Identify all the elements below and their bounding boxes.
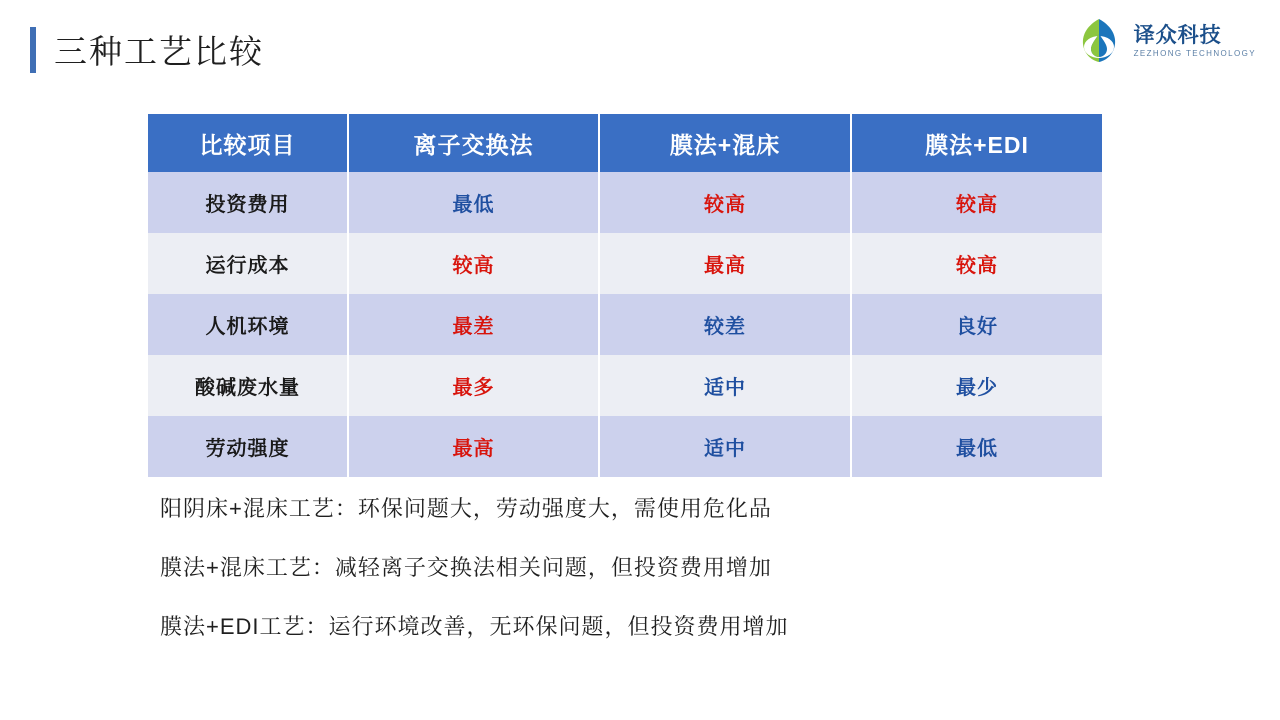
page-title-text: 三种工艺比较 bbox=[54, 33, 264, 70]
table-row bbox=[148, 355, 1102, 416]
table-header bbox=[148, 114, 1102, 172]
row-label: 运行成本 bbox=[148, 233, 348, 294]
column-header-membrane-mixedbed: 膜法+混床 bbox=[599, 114, 851, 172]
table-row bbox=[148, 416, 1102, 477]
page-title bbox=[30, 26, 264, 73]
table-header-row bbox=[148, 114, 1102, 172]
cell-value: 最差 bbox=[348, 294, 599, 355]
table-body bbox=[148, 172, 1102, 477]
summary-notes bbox=[160, 492, 1160, 669]
brand-text bbox=[1134, 24, 1256, 58]
table-row bbox=[148, 233, 1102, 294]
column-header-membrane-edi: 膜法+EDI bbox=[851, 114, 1102, 172]
row-label: 投资费用 bbox=[148, 172, 348, 233]
cell-value: 最少 bbox=[851, 355, 1102, 416]
row-label: 人机环境 bbox=[148, 294, 348, 355]
cell-value: 较高 bbox=[599, 172, 851, 233]
brand-name-cn: 译众科技 bbox=[1133, 23, 1222, 47]
comparison-table bbox=[148, 114, 1102, 477]
cell-value: 最高 bbox=[348, 416, 599, 477]
cell-value: 良好 bbox=[851, 294, 1102, 355]
cell-value: 最低 bbox=[851, 416, 1102, 477]
leaf-droplet-logo-icon bbox=[1072, 14, 1126, 68]
note-line: 膜法+EDI工艺：运行环境改善，无环保问题，但投资费用增加 bbox=[160, 614, 789, 639]
row-label: 酸碱废水量 bbox=[148, 355, 348, 416]
table-row bbox=[148, 172, 1102, 233]
column-header-item: 比较项目 bbox=[148, 114, 348, 172]
note-line: 阳阴床+混床工艺：环保问题大，劳动强度大，需使用危化品 bbox=[160, 496, 772, 521]
cell-value: 较高 bbox=[348, 233, 599, 294]
title-accent-bar bbox=[30, 27, 36, 73]
column-header-ion-exchange: 离子交换法 bbox=[348, 114, 599, 172]
table-row bbox=[148, 294, 1102, 355]
row-label: 劳动强度 bbox=[148, 416, 348, 477]
cell-value: 适中 bbox=[599, 355, 851, 416]
brand-name-en: ZEZHONG TECHNOLOGY bbox=[1133, 49, 1256, 59]
brand-logo bbox=[1072, 14, 1256, 68]
cell-value: 较高 bbox=[851, 172, 1102, 233]
cell-value: 适中 bbox=[599, 416, 851, 477]
cell-value: 较高 bbox=[851, 233, 1102, 294]
cell-value: 较差 bbox=[599, 294, 851, 355]
cell-value: 最多 bbox=[348, 355, 599, 416]
note-line: 膜法+混床工艺：减轻离子交换法相关问题，但投资费用增加 bbox=[160, 555, 772, 580]
cell-value: 最高 bbox=[599, 233, 851, 294]
cell-value: 最低 bbox=[348, 172, 599, 233]
